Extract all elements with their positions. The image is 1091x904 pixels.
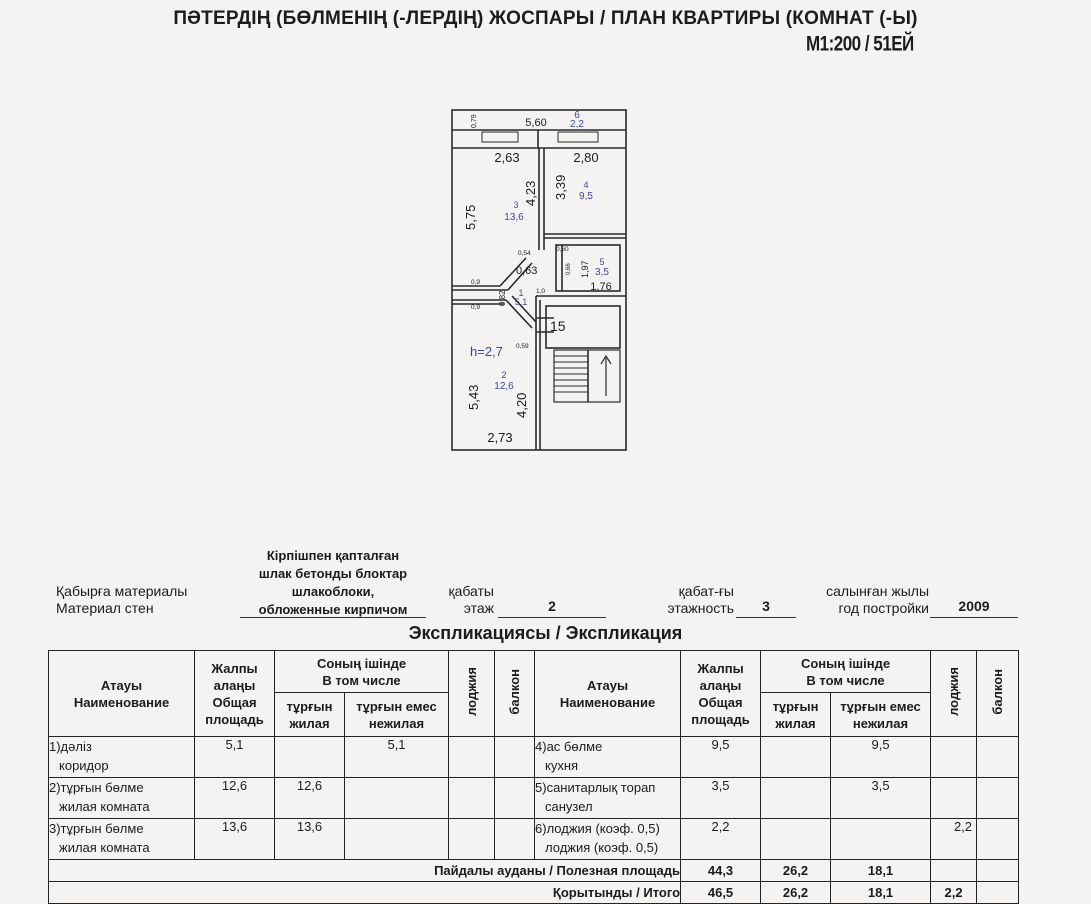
cell-total: 5,1	[195, 737, 275, 778]
plan-label: 1,0	[536, 288, 546, 295]
table-row	[49, 819, 1019, 860]
header-text: Наименование	[559, 694, 656, 710]
header-text: лоджия	[464, 667, 480, 716]
header-text: тұрғын	[772, 698, 819, 714]
storeys-label	[650, 583, 734, 617]
cell-living: 13,6	[275, 819, 345, 860]
room-name-line: 3)тұрғын бөлме	[49, 821, 144, 836]
header-living	[761, 693, 831, 737]
wall-material-label-ru: Материал стен	[56, 600, 154, 616]
plan-label: 5	[599, 257, 605, 267]
cell-balcony	[977, 819, 1019, 860]
wall-material-line: Кірпішпен қапталған	[266, 548, 400, 563]
header-text: Соның ішінде	[316, 655, 407, 671]
plan-label: 5,43	[466, 384, 481, 410]
cell-loggia	[931, 737, 977, 778]
wall-material-label-kz: Қабырға материалы	[56, 583, 188, 599]
plan-label: 9,5	[579, 191, 593, 202]
cell-nonliving: 5,1	[345, 737, 449, 778]
header-text: алаңы	[699, 677, 742, 693]
header-loggia	[931, 651, 977, 737]
wall-material-value	[238, 547, 428, 619]
header-text: Жалпы	[697, 660, 744, 676]
header-including	[761, 651, 931, 693]
room-name-cell	[49, 819, 195, 860]
cell-balcony	[977, 778, 1019, 819]
header-text: площадь	[691, 711, 750, 727]
cell-living	[761, 778, 831, 819]
room-name-line: 6)лоджия (коэф. 0,5)	[535, 821, 660, 836]
header-text: тұрғын емес	[356, 698, 437, 714]
wall-material-label	[56, 583, 187, 617]
floor-label	[444, 583, 494, 617]
header-text: тұрғын	[286, 698, 333, 714]
plan-label: 5,60	[525, 117, 547, 129]
header-text: нежилая	[368, 715, 425, 731]
page-title: ПӘТЕРДІҢ (БӨЛМЕНІҢ (-ЛЕРДІҢ) ЖОСПАРЫ / ПЛАН КВАРТИРЫ (КОМНАТ (-Ы)	[173, 8, 918, 29]
header-text: жилая	[775, 715, 816, 731]
useful-area-row	[49, 860, 1019, 882]
header-total	[195, 651, 275, 737]
floor-plan	[440, 100, 640, 460]
useful-balcony	[977, 860, 1019, 882]
plan-label: 2	[501, 370, 507, 380]
room-name-line: коридор	[59, 758, 109, 773]
plan-label: 0,82	[498, 290, 507, 306]
cell-nonliving	[345, 819, 449, 860]
cell-nonliving	[831, 819, 931, 860]
header-living	[275, 693, 345, 737]
year-label	[808, 583, 929, 617]
year-label-ru: год постройки	[838, 600, 929, 616]
useful-loggia	[931, 860, 977, 882]
header-text: алаңы	[213, 677, 256, 693]
plan-label: 3,39	[553, 174, 568, 200]
header-balcony	[977, 651, 1019, 737]
plan-label: 2,73	[487, 430, 513, 445]
header-text: Атауы	[586, 677, 629, 693]
header-text: лоджия	[946, 667, 962, 716]
grand-total-row	[49, 882, 1019, 904]
table-header-row	[49, 651, 1019, 693]
storeys-underline	[736, 617, 796, 618]
grand-balcony	[977, 882, 1019, 904]
cell-loggia: 2,2	[931, 819, 977, 860]
cell-total: 9,5	[681, 737, 761, 778]
cell-loggia	[449, 737, 495, 778]
room-name-line: жилая комната	[59, 840, 150, 855]
storeys-label-kz: қабат-ғы	[678, 583, 734, 599]
plan-label: 0,66	[566, 263, 572, 275]
storeys-label-ru: этажность	[667, 600, 734, 616]
plan-label: 0,59	[516, 343, 529, 350]
cell-total: 3,5	[681, 778, 761, 819]
grand-loggia: 2,2	[931, 882, 977, 904]
header-text: Общая	[212, 694, 257, 710]
wall-material-line: шлак бетонды блоктар	[258, 566, 408, 581]
header-including	[275, 651, 449, 693]
room-name-line: кухня	[545, 758, 579, 773]
plan-label: 5,1	[514, 297, 528, 307]
plan-label: 0,9	[471, 304, 481, 311]
header-text: Атауы	[100, 677, 143, 693]
plan-label: 4,20	[514, 392, 529, 418]
year-value: 2009	[958, 598, 990, 614]
room-name-line: санузел	[545, 799, 593, 814]
header-balcony	[495, 651, 535, 737]
plan-label: 2,2	[570, 119, 584, 130]
cell-balcony	[495, 737, 535, 778]
header-total	[681, 651, 761, 737]
header-text: В том числе	[322, 672, 401, 688]
room-name-line: 1)дәліз	[49, 739, 92, 754]
explication-title: Экспликациясы / Экспликация	[408, 623, 683, 643]
cell-total: 2,2	[681, 819, 761, 860]
header-text: балкон	[990, 668, 1006, 715]
room-name-line: лоджия (коэф. 0,5)	[545, 840, 659, 855]
header-text: площадь	[205, 711, 264, 727]
plan-label: 2,63	[494, 150, 520, 165]
cell-loggia	[449, 778, 495, 819]
header-loggia	[449, 651, 495, 737]
plan-label: 1,76	[590, 281, 612, 293]
table-row	[49, 778, 1019, 819]
floor-label-kz: қабаты	[448, 583, 494, 599]
cell-nonliving: 9,5	[831, 737, 931, 778]
plan-label: 0,63	[516, 265, 538, 277]
useful-living: 26,2	[761, 860, 831, 882]
cell-loggia	[449, 819, 495, 860]
grand-total-label: Қорытынды / Итого	[49, 882, 681, 904]
plan-label: 0,54	[518, 250, 531, 257]
cell-living	[761, 819, 831, 860]
room-name-line: жилая комната	[59, 799, 150, 814]
plan-label: 3	[513, 200, 519, 210]
header-name	[49, 651, 195, 737]
cell-balcony	[495, 778, 535, 819]
explication-table	[48, 650, 1019, 904]
room-name-cell	[535, 819, 681, 860]
year-label-kz: салынған жылы	[826, 583, 929, 599]
header-text: Жалпы	[211, 660, 258, 676]
cell-living: 12,6	[275, 778, 345, 819]
room-name-line: 2)тұрғын бөлме	[49, 780, 144, 795]
cell-living	[275, 737, 345, 778]
cell-total: 12,6	[195, 778, 275, 819]
header-text: Общая	[698, 694, 743, 710]
useful-area-label: Пайдалы ауданы / Полезная площадь	[49, 860, 681, 882]
header-text: тұрғын емес	[840, 698, 921, 714]
wall-material-line: обложенные кирпичом	[258, 602, 408, 617]
cell-nonliving	[345, 778, 449, 819]
wall-material-underline	[240, 617, 426, 618]
plan-label: 12,6	[494, 381, 514, 392]
floor-label-ru: этаж	[463, 600, 494, 616]
header-nonliving	[345, 693, 449, 737]
header-text: Наименование	[73, 694, 170, 710]
plan-label: 0,79	[471, 114, 478, 128]
plan-label: 1,97	[580, 260, 590, 278]
floor-underline	[498, 617, 606, 618]
plan-label: 4,23	[523, 180, 538, 206]
cell-living	[761, 737, 831, 778]
plan-label: 15	[550, 318, 566, 334]
plan-label: 4	[583, 180, 589, 190]
room-name-cell	[535, 737, 681, 778]
storeys-value: 3	[762, 598, 770, 614]
header-text: Соның ішінде	[800, 655, 891, 671]
cell-balcony	[495, 819, 535, 860]
cell-loggia	[931, 778, 977, 819]
header-nonliving	[831, 693, 931, 737]
header-text: нежилая	[852, 715, 909, 731]
header-name	[535, 651, 681, 737]
plan-label: 6	[574, 110, 580, 121]
plan-label: 1	[518, 288, 524, 298]
room-name-line: 4)ас бөлме	[535, 739, 603, 754]
table-row	[49, 737, 1019, 778]
cell-balcony	[977, 737, 1019, 778]
useful-total: 44,3	[681, 860, 761, 882]
room-name-cell	[49, 778, 195, 819]
grand-total: 46,5	[681, 882, 761, 904]
cell-total: 13,6	[195, 819, 275, 860]
wall-material-line: шлакоблоки,	[291, 584, 375, 599]
year-underline	[930, 617, 1018, 618]
plan-label: 2,80	[573, 150, 599, 165]
grand-nonliving: 18,1	[831, 882, 931, 904]
plan-label: 0,9	[471, 279, 481, 286]
grand-living: 26,2	[761, 882, 831, 904]
room-name-cell	[49, 737, 195, 778]
plan-label: 5,75	[463, 204, 478, 230]
scale-stamp: М1:200 / 51ЕЙ	[806, 31, 914, 56]
header-text: жилая	[289, 715, 330, 731]
room-name-cell	[535, 778, 681, 819]
header-text: балкон	[507, 668, 523, 715]
plan-label: 13,6	[504, 212, 524, 223]
floor-value: 2	[548, 598, 556, 614]
room-name-line: 5)санитарлық торап	[535, 780, 656, 795]
plan-label: 3,5	[595, 267, 609, 278]
cell-nonliving: 3,5	[831, 778, 931, 819]
useful-nonliving: 18,1	[831, 860, 931, 882]
plan-label: 0,60	[556, 246, 569, 253]
plan-label: h=2,7	[470, 344, 503, 359]
header-text: В том числе	[806, 672, 885, 688]
